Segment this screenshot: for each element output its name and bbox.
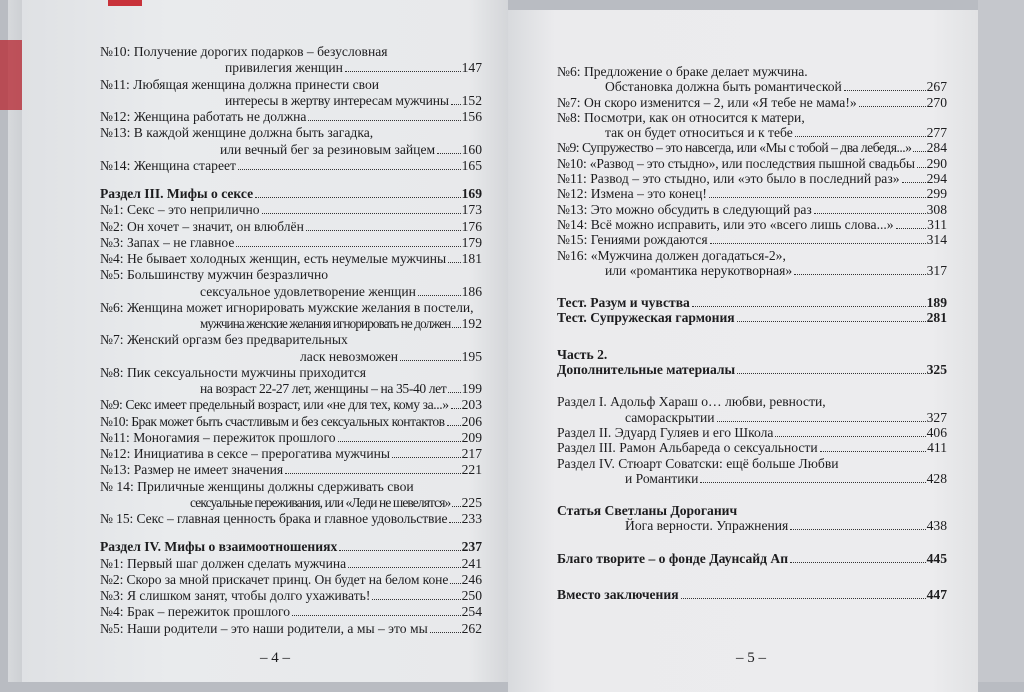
page-ref: 254: [461, 604, 482, 620]
dot-leader: [902, 182, 926, 183]
entry-title: №12: Женщина работать не должна: [100, 109, 307, 124]
entry-title: №2: Он хочет – значит, он влюблён: [100, 218, 304, 234]
entry-title: №11: Развод – это стыдно, или «это было в последний раз»: [557, 171, 900, 187]
toc-entry: [100, 332, 482, 365]
section-line: [557, 310, 947, 325]
entry-line: [100, 284, 482, 300]
toc-entry: [100, 125, 482, 158]
dot-leader: [339, 550, 460, 551]
page-ref: 299: [926, 186, 947, 202]
entry-title: №12: Измена – это конец!: [557, 186, 707, 202]
toc-entry: [100, 202, 482, 218]
entry-title: так он будет относиться и к тебе: [605, 125, 793, 141]
entry-title: №13: Размер не имеет значения: [100, 462, 284, 478]
entry-line: [557, 171, 947, 186]
entry-line: [100, 235, 482, 251]
page-ref: 241: [461, 555, 482, 571]
dot-leader: [338, 441, 461, 442]
toc-entry: [100, 556, 482, 572]
entry-line: [100, 60, 482, 76]
entry-line: [557, 125, 947, 140]
toc-section: [100, 539, 482, 555]
entry-title: №3: Запах – не главное: [100, 234, 235, 250]
entry-title-first-line: Раздел IV. Стюарт Соватски: ещё больше Любви: [557, 455, 839, 471]
entry-title-first-line: № 14: Приличные женщины должны сдерживать свои: [100, 478, 414, 494]
page-ref: 179: [461, 234, 482, 250]
section-heading: Статья Светланы Дороганич: [557, 503, 738, 519]
page-ref: 199: [461, 381, 482, 396]
section-heading: Часть 2.: [557, 346, 608, 362]
dot-leader: [790, 562, 926, 563]
toc-section: [557, 295, 947, 310]
page-ref: 225: [461, 494, 482, 510]
toc-entry: [100, 397, 482, 413]
entry-line: [557, 440, 947, 455]
page-ref: 277: [926, 125, 947, 141]
page-ref: 317: [926, 262, 947, 278]
toc-entry: [557, 186, 947, 201]
toc-entry: [100, 430, 482, 446]
toc-entry: [557, 232, 947, 247]
section-line: [557, 587, 947, 602]
dot-leader: [236, 246, 460, 247]
page-ref: 311: [927, 216, 947, 232]
entry-line: [557, 79, 947, 94]
dot-leader: [400, 360, 461, 361]
toc-entry: [100, 588, 482, 604]
dot-leader: [790, 529, 925, 530]
entry-line: [557, 156, 947, 171]
entry-title: №12: Инициатива в сексе – прерогатива мужчины: [100, 446, 391, 461]
page-ref: 192: [461, 316, 482, 331]
section-line: [557, 551, 947, 566]
page-ref: 250: [461, 588, 482, 603]
dot-leader: [737, 321, 926, 322]
dot-leader: [447, 425, 461, 426]
toc-entry: [557, 95, 947, 110]
page-ref: 169: [461, 186, 482, 201]
entry-line: [100, 219, 482, 235]
entry-title: Тест. Разум и чувства: [557, 295, 690, 311]
bookmark-ribbon: [108, 0, 142, 6]
page-ref: 281: [926, 310, 947, 326]
page-ref: 233: [461, 511, 482, 526]
entry-line: [557, 232, 947, 247]
entry-title: №4: Брак – пережиток прошлого: [100, 604, 291, 620]
entry-line: [100, 430, 482, 446]
toc-entry: [100, 365, 482, 398]
entry-line: [100, 572, 482, 588]
page-ref: 308: [926, 201, 947, 217]
spacer: [557, 278, 947, 295]
entry-line: [100, 621, 482, 637]
toc-section: [557, 587, 947, 602]
dot-leader: [820, 451, 927, 452]
entry-line: [557, 202, 947, 217]
dot-leader: [306, 230, 461, 231]
entry-title: на возраст 22-27 лет, женщины – на 35-40 лет: [200, 381, 447, 396]
cover-edge: [0, 40, 22, 110]
entry-title: №5: Наши родители – это наши родители, а мы – это мы: [100, 620, 428, 636]
dot-leader: [700, 482, 925, 483]
dot-leader: [345, 71, 461, 72]
entry-title-first-line: №10: Получение дорогих подарков – безусловная: [100, 44, 388, 59]
entry-line: [557, 186, 947, 201]
entry-line: [100, 158, 482, 174]
entry-title: №9: Супружество – это навсегда, или «Мы с тобой – два лебедя...»: [557, 140, 912, 156]
entry-title: привилегия женщин: [225, 60, 343, 76]
dot-leader: [450, 583, 460, 584]
entry-title: №14: Женщина стареет: [100, 157, 236, 173]
page-ref: 156: [461, 109, 482, 124]
section-line: [557, 295, 947, 310]
dot-leader: [681, 598, 926, 599]
toc-entry: [100, 621, 482, 637]
page-ref: 246: [461, 571, 482, 587]
toc-entry: [100, 109, 482, 125]
entry-title-first-line: №7: Женский оргазм без предварительных: [100, 332, 348, 348]
toc-section: [557, 347, 947, 362]
entry-title-first-line: №11: Любящая женщина должна принести свои: [100, 76, 380, 92]
entry-title-first-line: №6: Женщина может игнорировать мужские желания в постели,: [100, 299, 474, 315]
entry-title-first-line: №6: Предложение о браке делает мужчина.: [557, 64, 808, 79]
dot-leader: [451, 104, 461, 105]
entry-title: Вместо заключения: [557, 587, 679, 603]
entry-title: самораскрытии: [625, 409, 715, 425]
entry-title: интересы в жертву интересам мужчины: [225, 92, 449, 108]
dot-leader: [737, 373, 925, 374]
page-ref: 203: [461, 397, 482, 413]
section-line: [557, 362, 947, 377]
entry-line: [557, 217, 947, 232]
dot-leader: [844, 90, 926, 91]
entry-title: сексуальное удовлетворение женщин: [200, 283, 416, 299]
dot-leader: [859, 106, 926, 107]
toc-entry: [100, 414, 482, 430]
page-ref: 181: [461, 251, 482, 266]
page-ref: 173: [461, 202, 482, 218]
entry-line: [100, 556, 482, 572]
page-ref: 221: [461, 462, 482, 478]
dot-leader: [449, 522, 460, 523]
entry-title-first-line: №8: Посмотри, как он относится к матери,: [557, 109, 805, 125]
entry-title: №1: Секс – это неприлично: [100, 202, 260, 218]
entry-line: [100, 511, 482, 527]
toc-entry: [100, 158, 482, 174]
toc-entry: [557, 217, 947, 232]
spacer: [100, 527, 482, 539]
entry-line: [100, 495, 482, 511]
dot-leader: [255, 197, 460, 198]
dot-leader: [348, 567, 460, 568]
spacer: [557, 326, 947, 347]
toc-section: [100, 186, 482, 202]
entry-line: [100, 251, 482, 267]
dot-leader: [448, 392, 460, 393]
dot-leader: [917, 167, 926, 168]
entry-title: или «романтика нерукотворная»: [605, 262, 793, 278]
toc-entry: [100, 251, 482, 267]
page-ref: 284: [926, 140, 947, 156]
toc-entry: [100, 219, 482, 235]
section-line: [100, 539, 482, 555]
entry-line: [557, 263, 947, 278]
page-ref: 165: [461, 157, 482, 173]
toc-entry: [557, 425, 947, 440]
dot-leader: [452, 327, 461, 328]
entry-line: [100, 93, 482, 109]
entry-line: [557, 425, 947, 440]
page-ref: 176: [461, 218, 482, 234]
page-ref: 206: [461, 413, 482, 429]
page-ref: 290: [926, 155, 947, 171]
toc-entry: [100, 44, 482, 77]
entry-title: №2: Скоро за мной прискачет принц. Он будет на белом коне: [100, 571, 449, 587]
entry-line: [100, 414, 482, 430]
toc-entry: [100, 604, 482, 620]
toc-section: [557, 362, 947, 377]
page-number: – 4 –: [260, 650, 290, 666]
toc-entry: [557, 202, 947, 217]
toc-entry: [557, 64, 947, 95]
entry-title: мужчина женские желания игнорировать не должен: [200, 316, 451, 331]
page-ref: 262: [461, 620, 482, 636]
dot-leader: [392, 457, 461, 458]
entry-title: №14: Всё можно исправить, или это «всего лишь слова...»: [557, 216, 894, 232]
toc-entry: [100, 572, 482, 588]
spacer: [557, 566, 947, 587]
page-ref: 160: [461, 141, 482, 157]
dot-leader: [292, 615, 461, 616]
dot-leader: [710, 243, 926, 244]
entry-title: №4: Не бывает холодных женщин, есть неумелые мужчины: [100, 251, 447, 266]
table-of-contents-right: [557, 64, 947, 602]
entry-line: [100, 142, 482, 158]
entry-title: Раздел III. Рамон Альбареда о сексуальности: [557, 440, 818, 456]
entry-line: [100, 381, 482, 397]
dot-leader: [896, 228, 927, 229]
page-ref: 327: [926, 409, 947, 425]
dot-leader: [913, 151, 925, 152]
toc-entry: [557, 171, 947, 186]
entry-title: №3: Я слишком занят, чтобы долго ухаживать!: [100, 588, 371, 603]
page-ref: 189: [926, 295, 947, 311]
page-ref: 270: [926, 94, 947, 110]
page-ref: 195: [461, 348, 482, 364]
dot-leader: [262, 213, 461, 214]
spacer: [557, 377, 947, 394]
entry-title: ласк невозможен: [300, 348, 399, 364]
toc-entry: [557, 518, 947, 533]
entry-line: [557, 518, 947, 533]
toc-entry: [557, 440, 947, 455]
entry-title-first-line: №13: В каждой женщине должна быть загадка,: [100, 125, 374, 141]
page-ref: 294: [926, 171, 947, 187]
toc-entry: [557, 156, 947, 171]
toc-section: [557, 551, 947, 566]
left-page: [22, 0, 508, 682]
entry-line: [100, 446, 482, 462]
dot-leader: [795, 136, 926, 137]
entry-title: №10: Брак может быть счастливым и без сексуальных контактов: [100, 413, 445, 429]
entry-title: Благо творите – о фонде Даунсайд Ап: [557, 550, 789, 566]
entry-line: [100, 462, 482, 478]
toc-entry: [100, 267, 482, 300]
toc-entry: [100, 462, 482, 478]
toc-entry: [100, 446, 482, 462]
page-ref: 438: [926, 518, 947, 534]
toc-entry: [557, 394, 947, 425]
dot-leader: [452, 506, 461, 507]
entry-line: [100, 109, 482, 125]
page-ref: 447: [926, 587, 947, 603]
entry-line: [100, 202, 482, 218]
toc-entry: [100, 479, 482, 512]
entry-title: №9: Секс имеет предельный возраст, или «не для тех, кому за...»: [100, 397, 449, 413]
toc-entry: [557, 456, 947, 487]
dot-leader: [451, 408, 461, 409]
page-number: – 5 –: [736, 650, 766, 666]
entry-line: [557, 410, 947, 425]
toc-section: [557, 310, 947, 325]
dot-leader: [238, 169, 461, 170]
page-ref: 237: [461, 539, 482, 555]
entry-line: [100, 349, 482, 365]
spacer: [100, 174, 482, 186]
entry-line: [557, 471, 947, 486]
entry-title: и Романтики: [625, 470, 699, 486]
entry-title-first-line: Раздел I. Адольф Хараш о… любви, ревности,: [557, 394, 826, 410]
dot-leader: [430, 632, 461, 633]
entry-title: или вечный бег за резиновым зайцем: [220, 141, 436, 157]
entry-line: [100, 316, 482, 332]
entry-title: Раздел III. Мифы о сексе: [100, 186, 254, 201]
entry-title: Раздел II. Эдуард Гуляев и его Школа: [557, 424, 774, 440]
section-line: [100, 186, 482, 202]
dot-leader: [418, 295, 461, 296]
page-ref: 428: [926, 470, 947, 486]
entry-title: №13: Это можно обсудить в следующий раз: [557, 201, 812, 217]
entry-title: №1: Первый шаг должен сделать мужчина: [100, 555, 347, 571]
entry-title: Дополнительные материалы: [557, 362, 736, 378]
entry-line: [100, 397, 482, 413]
entry-title: сексуальные переживания, или «Леди не шевелятся»: [190, 494, 451, 510]
dot-leader: [717, 421, 926, 422]
dot-leader: [709, 197, 926, 198]
entry-title-first-line: №16: «Мужчина должен догадаться-2»,: [557, 247, 786, 263]
entry-title: Обстановка должна быть романтической: [605, 79, 842, 95]
entry-title: №7: Он скоро изменится – 2, или «Я тебе не мама!»: [557, 94, 857, 110]
dot-leader: [775, 436, 925, 437]
page-ref: 325: [926, 362, 947, 378]
entry-line: [557, 95, 947, 110]
entry-title: №10: «Развод – это стыдно», или последствия пышной свадьбы: [557, 155, 915, 171]
dot-leader: [794, 274, 925, 275]
toc-entry: [100, 511, 482, 527]
entry-title-first-line: №5: Большинству мужчин безразлично: [100, 267, 329, 283]
toc-section: [557, 503, 947, 518]
page-ref: 406: [926, 424, 947, 440]
page-ref: 147: [461, 60, 482, 76]
entry-title: Йога верности. Упражнения: [625, 518, 789, 534]
entry-title: №11: Моногамия – пережиток прошлого: [100, 429, 336, 445]
right-page: [508, 10, 978, 692]
toc-entry: [557, 110, 947, 141]
entry-line: [557, 140, 947, 155]
entry-title: Тест. Супружеская гармония: [557, 310, 735, 326]
dot-leader: [814, 213, 926, 214]
spacer: [557, 534, 947, 551]
toc-entry: [100, 300, 482, 333]
dot-leader: [285, 473, 460, 474]
dot-leader: [308, 120, 460, 121]
entry-title: Раздел IV. Мифы о взаимоотношениях: [100, 539, 338, 555]
toc-entry: [557, 248, 947, 279]
toc-entry: [100, 235, 482, 251]
page-ref: 209: [461, 429, 482, 445]
page-ref: 267: [926, 79, 947, 95]
dot-leader: [448, 262, 460, 263]
entry-line: [100, 604, 482, 620]
entry-title: № 15: Секс – главная ценность брака и главное удовольствие: [100, 511, 448, 526]
page-ref: 314: [926, 232, 947, 248]
spacer: [557, 486, 947, 503]
entry-title: №15: Гениями рождаются: [557, 232, 708, 248]
page-ref: 186: [461, 283, 482, 299]
toc-entry: [557, 140, 947, 155]
page-ref: 411: [927, 440, 947, 456]
entry-line: [100, 588, 482, 604]
table-surface: [978, 0, 1024, 682]
toc-entry: [100, 77, 482, 110]
entry-title-first-line: №8: Пик сексуальности мужчины приходится: [100, 364, 367, 380]
dot-leader: [437, 153, 461, 154]
page-ref: 217: [461, 446, 482, 461]
dot-leader: [372, 599, 460, 600]
page-ref: 445: [926, 550, 947, 566]
page-ref: 152: [461, 92, 482, 108]
dot-leader: [692, 306, 926, 307]
table-of-contents-left: [100, 44, 482, 637]
